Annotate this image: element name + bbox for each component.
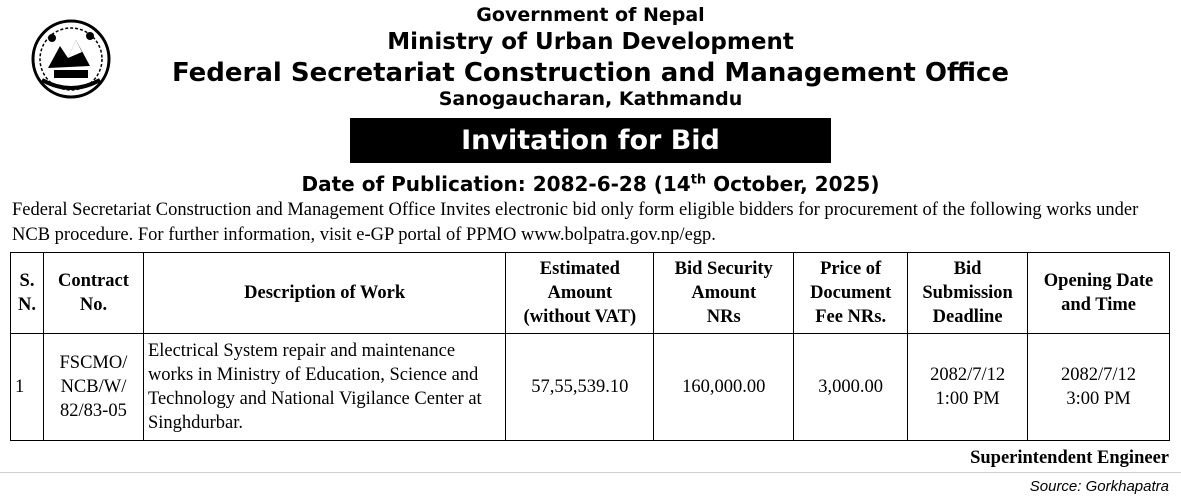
header-deadline: Bid Submission Deadline (908, 253, 1028, 334)
source-credit: Source: Gorkhapatra (1029, 478, 1169, 495)
invitation-banner: Invitation for Bid (350, 118, 831, 163)
publication-date: Date of Publication: 2082-6-28 (14th October, 2025) (301, 172, 880, 196)
cell-estimate: 57,55,539.10 (506, 334, 654, 441)
table-header-row (11, 253, 1170, 334)
cell-deadline: 2082/7/12 1:00 PM (908, 334, 1028, 441)
cell-contract: FSCMO/ NCB/W/ 82/83-05 (43, 334, 143, 441)
cell-description: Electrical System repair and maintenance works in Ministry of Education, Science and Technology and National Vigilance Center at Singhdurbar. (143, 334, 505, 441)
ministry-title: Ministry of Urban Development (387, 29, 794, 55)
header-sn: S. N. (11, 253, 44, 334)
header-opening: Opening Date and Time (1028, 253, 1170, 334)
table-row (11, 334, 1170, 441)
office-address: Sanogaucharan, Kathmandu (438, 88, 743, 110)
header-estimate: Estimated Amount (without VAT) (506, 253, 654, 334)
signature: Superintendent Engineer (970, 448, 1169, 468)
bid-table (10, 252, 1170, 441)
office-title: Federal Secretariat Construction and Management Office (171, 58, 1010, 88)
header-description: Description of Work (143, 253, 505, 334)
cell-fee: 3,000.00 (794, 334, 908, 441)
intro-paragraph: Federal Secretariat Construction and Management Office Invites electronic bid only form eligible bidders for procurement of the following works under NCB procedure. For further information, visit e-GP portal of PPMO www.bolpatra.gov.np/egp. (12, 200, 1139, 245)
government-title: Government of Nepal (476, 4, 705, 26)
cell-security: 160,000.00 (654, 334, 794, 441)
header-contract: Contract No. (43, 253, 143, 334)
cell-opening: 2082/7/12 3:00 PM (1028, 334, 1170, 441)
cell-sn: 1 (11, 334, 44, 441)
header-fee: Price of Document Fee NRs. (794, 253, 908, 334)
header-security: Bid Security Amount NRs (654, 253, 794, 334)
divider (0, 472, 1181, 473)
